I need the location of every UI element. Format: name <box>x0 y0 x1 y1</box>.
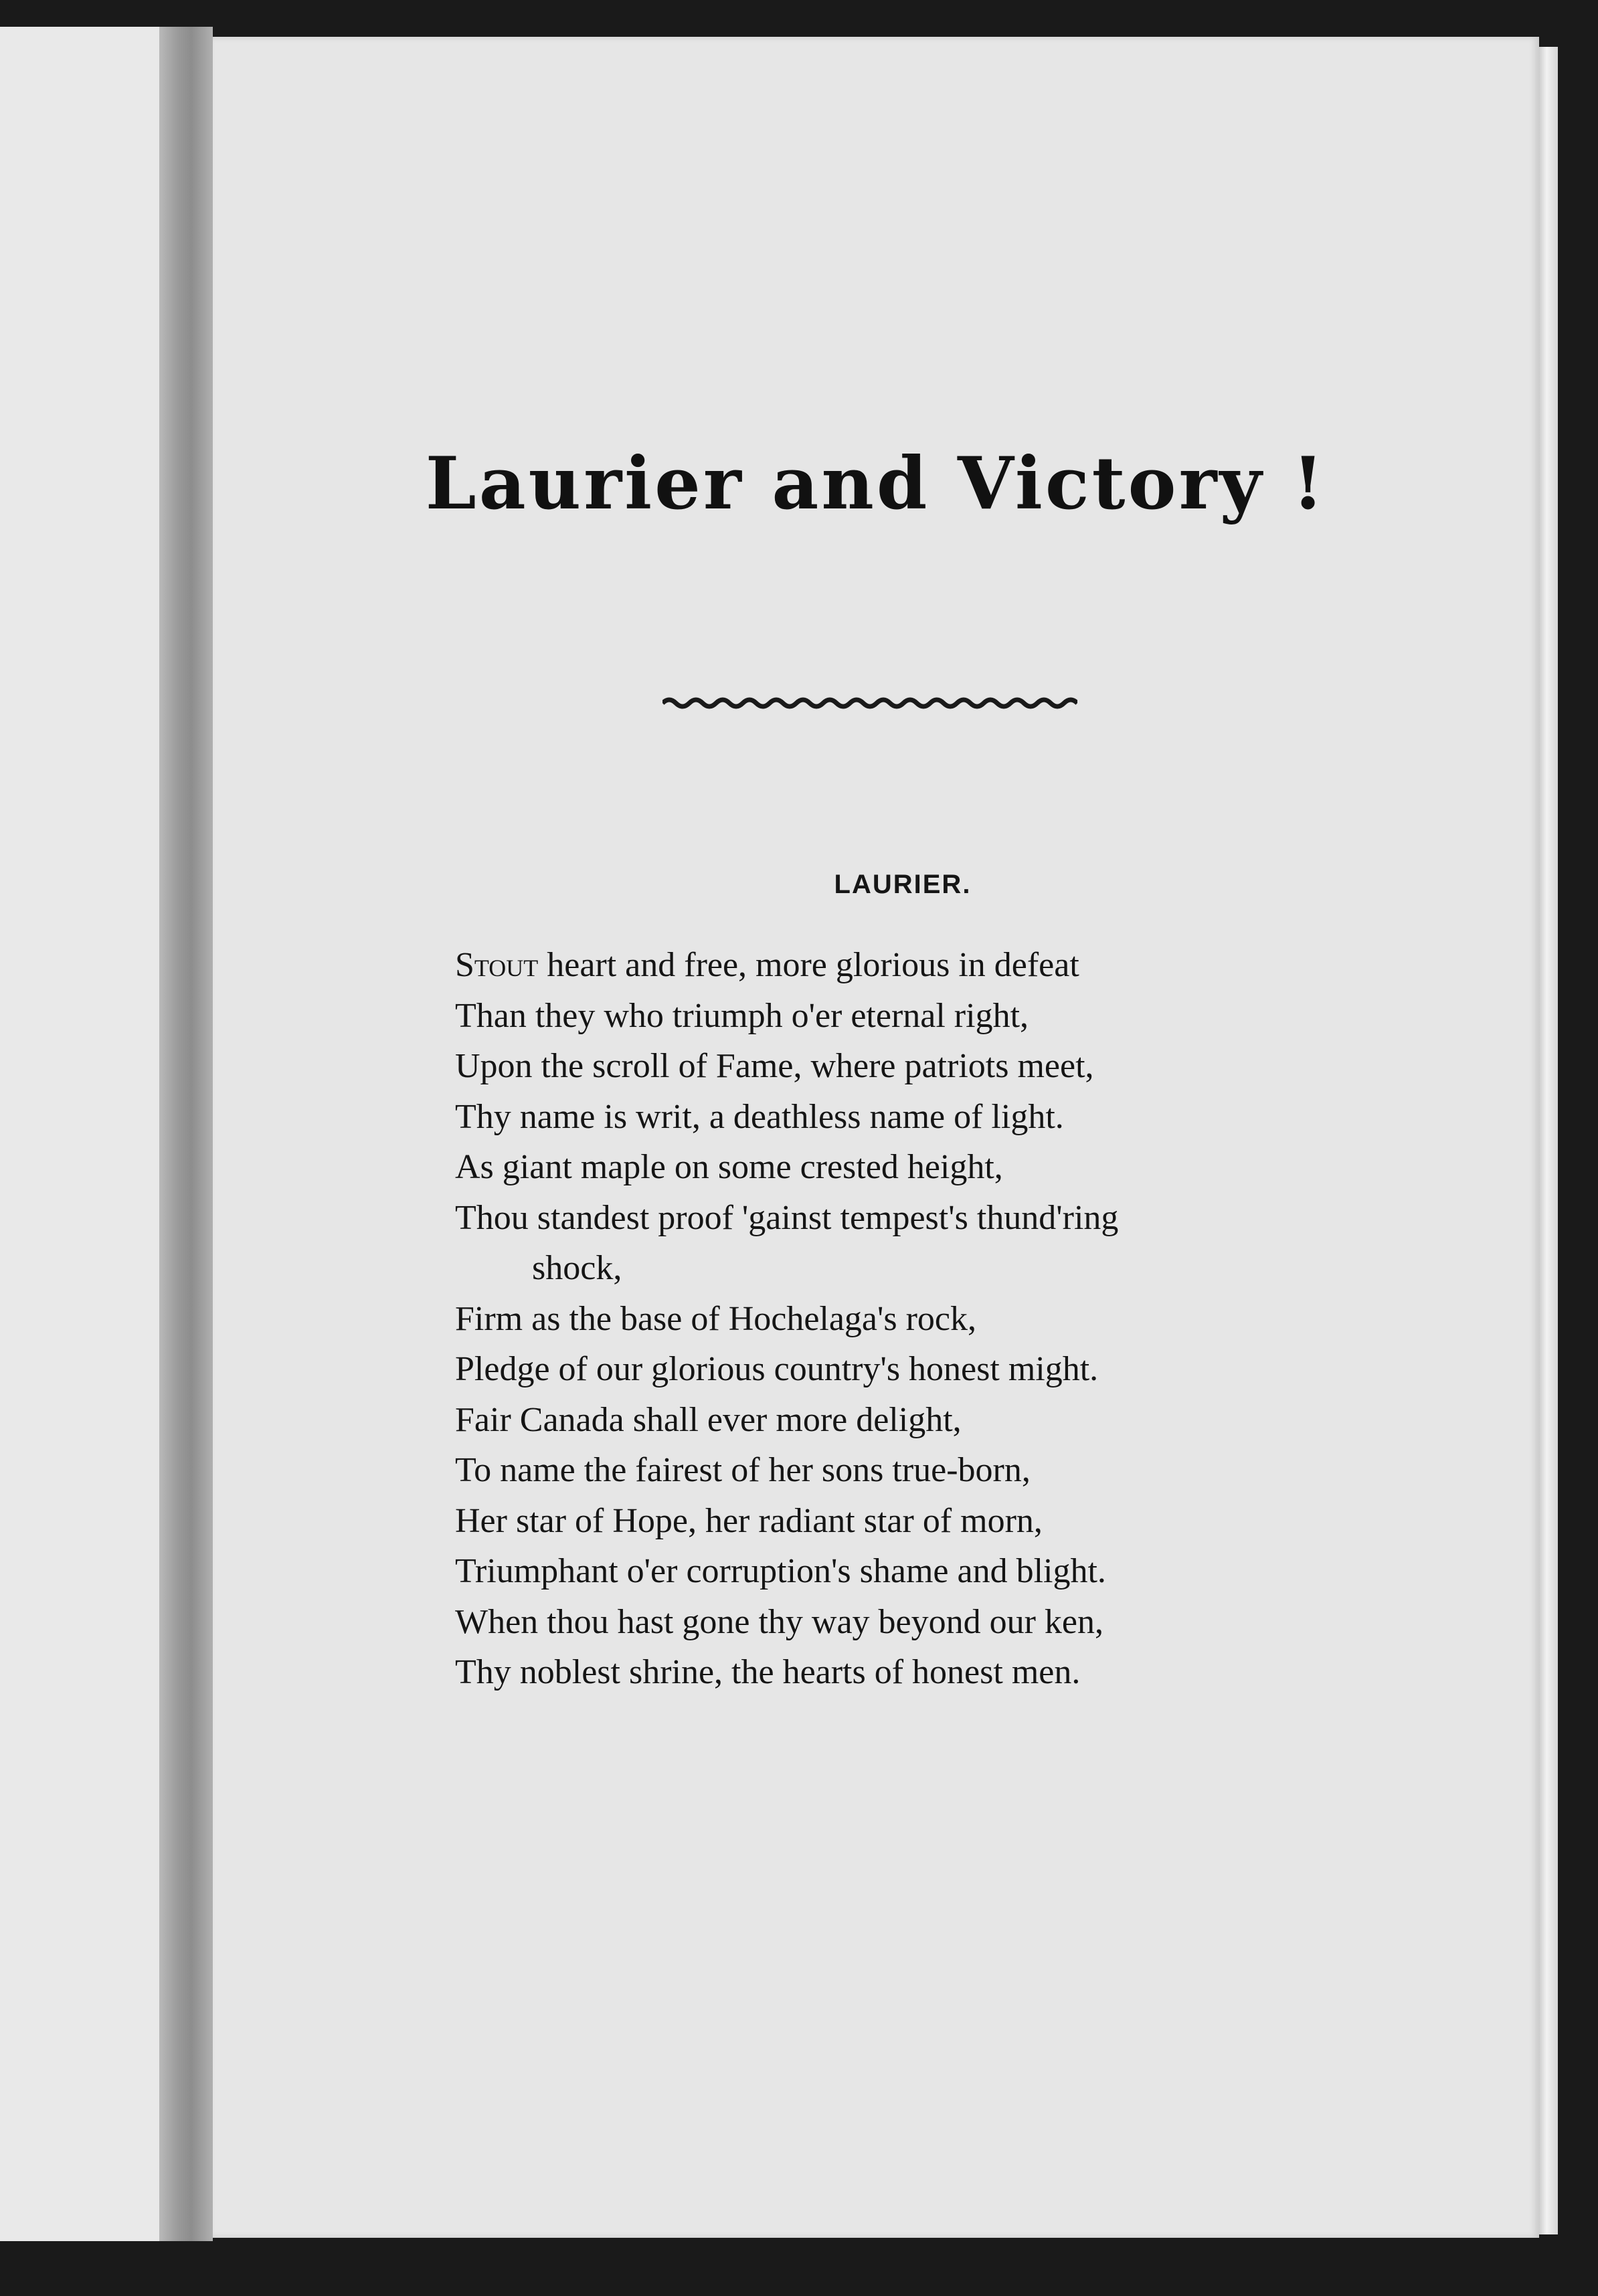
book-gutter <box>159 27 213 2241</box>
poem-line: Pledge of our glorious country's honest might. <box>455 1350 1099 1388</box>
poem-line-continuation: shock, <box>532 1249 622 1287</box>
poem-line: Thy noblest shrine, the hearts of honest men. <box>455 1653 1081 1691</box>
poem-heading: LAURIER. <box>834 870 972 899</box>
poem-lines <box>455 940 1499 1698</box>
poem-line-opening-word: Stout <box>455 946 539 984</box>
facing-page-edge <box>0 27 161 2241</box>
page-title: Laurier and Victory ! <box>425 442 1327 526</box>
poem-line: Than they who triumph o'er eternal right, <box>455 996 1029 1035</box>
poem-line <box>455 940 1499 991</box>
poem-line: Fair Canada shall ever more delight, <box>455 1400 962 1439</box>
poem-line: Thy name is writ, a deathless name of light. <box>455 1097 1064 1136</box>
poem-line: Thou standest proof 'gainst tempest's thund'ring <box>455 1198 1119 1237</box>
poem-line-text: heart and free, more glorious in defeat <box>538 946 1079 984</box>
ornamental-divider <box>662 696 1077 710</box>
poem-line: Her star of Hope, her radiant star of morn, <box>455 1501 1043 1540</box>
poem-line: Triumphant o'er corruption's shame and blight. <box>455 1552 1106 1590</box>
poem-line: When thou hast gone thy way beyond our ken, <box>455 1602 1104 1641</box>
poem-line: Firm as the base of Hochelaga's rock, <box>455 1299 977 1338</box>
page-fore-edge <box>1539 47 1558 2234</box>
poem-line: Upon the scroll of Fame, where patriots meet, <box>455 1047 1094 1085</box>
poem-line: As giant maple on some crested height, <box>455 1148 1003 1186</box>
poem-line: To name the fairest of her sons true-born, <box>455 1451 1031 1489</box>
